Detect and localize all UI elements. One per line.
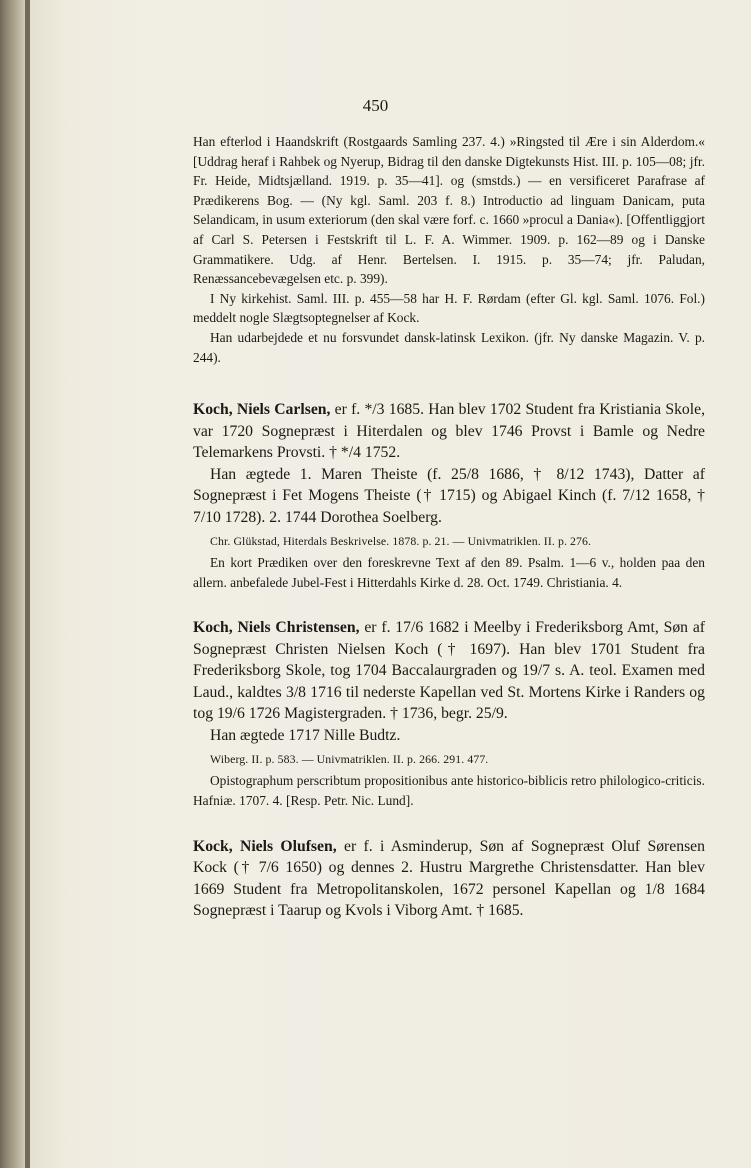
entry-text: er f. */3 1685. Han blev 1702 Student fra Kristiania Skole, var 1720 Sognepræst i Hiterdalen og blev 1746 Provst i Bamle og Nedre Telemarkens Provsti. † */4 1752. [193,401,706,462]
entry-works: Opistographum perscribtum propositionibus ante historico-biblicis retro philologico-criticis. Hafniæ. 1707. 4. [Resp. Petr. Nic. Lund]. [193,773,705,808]
entry-headword: Koch, Niels Christensen, [193,619,360,637]
entry-kock-niels-olufsen [193,836,705,922]
entry-koch-niels-carlsen [193,399,705,592]
continued-entry [193,132,705,367]
intro-paragraph: Han udarbejdede et nu forsvundet dansk-latinsk Lexikon. (jfr. Ny danske Magazin. V. p. 244). [193,329,705,365]
entry-text: er f. 17/6 1682 i Meelby i Frederiksborg Amt, Søn af Sognepræst Christen Nielsen Koch († 1697). Han blev 1701 Student fra Frederiksborg Skole, tog 1704 Baccalaurgraden og 19/7 s. A. teol. Examen med Laud., kaldtes 3/8 1716 til nederste Kapellan ved St. Mortens Kirke i Randers og tog 19/6 1726 Magistergraden. † 1736, begr. 25/9. [193,619,706,723]
page-edge [25,0,30,1168]
book-spine [0,0,28,1168]
intro-paragraph: I Ny kirkehist. Saml. III. p. 455—58 har H. F. Rørdam (efter Gl. kgl. Saml. 1076. Fol.) meddelt nogle Slægtsoptegnelser af Kock. [193,290,705,326]
entry-koch-niels-christensen [193,617,705,810]
intro-paragraph: Han efterlod i Haandskrift (Rostgaards Samling 237. 4.) »Ringsted til Ære i sin Alderdom.« [Uddrag heraf i Rahbek og Nyerup, Bidrag til den danske Digtekunsts Hist. III. p. 105—08; jfr. Fr. Heide, Midtsjælland. 1919. p. 35—41]. og (smstds.) — en versificeret Parafrase af Prædikerens Bog. — (Ny kgl. Saml. 203 f. 8.) Introductio ad linguam Danicam, puta Selandicam, in usum exteriorum (den skal være forf. c. 1660 »procul a Dania«). [Offentliggjort af Carl S. Petersen i Festskrift til L. F. A. Wimmer. 1909. p. 162—89 og i Danske Grammatikere. Udg. af Henr. Bertelsen. I. 1915. p. 35—74; jfr. Paludan, Renæssancebevægelsen etc. p. 399). [193,134,705,287]
entry-headword: Koch, Niels Carlsen, [193,401,331,419]
entry-body [193,836,705,922]
entries-column [193,132,705,922]
page-number: 450 [362,96,389,115]
entry-works: En kort Prædiken over den foreskrevne Text af den 89. Psalm. 1—6 v., holden paa den allern. anbefalede Jubel-Fest i Hitterdahls Kirke d. 28. Oct. 1749. Christiania. 4. [193,555,705,590]
entry-text: er f. i Asminderup, Søn af Sognepræst Oluf Sørensen Kock († 7/6 1650) og dennes 2. Hustru Margrethe Christensdatter. Han blev 1669 Student fra Metropolitanskolen, 1672 personel Kapellan og 1/8 1684 Sognepræst i Taarup og Kvols i Viborg Amt. † 1685. [193,837,705,919]
entry-paragraph: Han ægtede 1. Maren Theiste (f. 25/8 1686, † 8/12 1743), Datter af Sognepræst i Fet Mogens Theiste († 1715) og Abigael Kinch (f. 7/12 1658, † 7/10 1728). 2. 1744 Dorothea Soelberg. [193,465,705,526]
entry-sources: Wiberg. II. p. 583. — Univmatriklen. II. p. 266. 291. 477. [210,752,489,767]
entry-body [193,399,705,464]
entry-headword: Kock, Niels Olufsen, [193,837,337,855]
entry-sources: Chr. Glükstad, Hiterdals Beskrivelse. 1878. p. 21. — Univmatriklen. II. p. 276. [210,534,592,549]
entry-body [193,617,705,725]
entry-paragraph: Han ægtede 1717 Nille Budtz. [210,726,401,744]
